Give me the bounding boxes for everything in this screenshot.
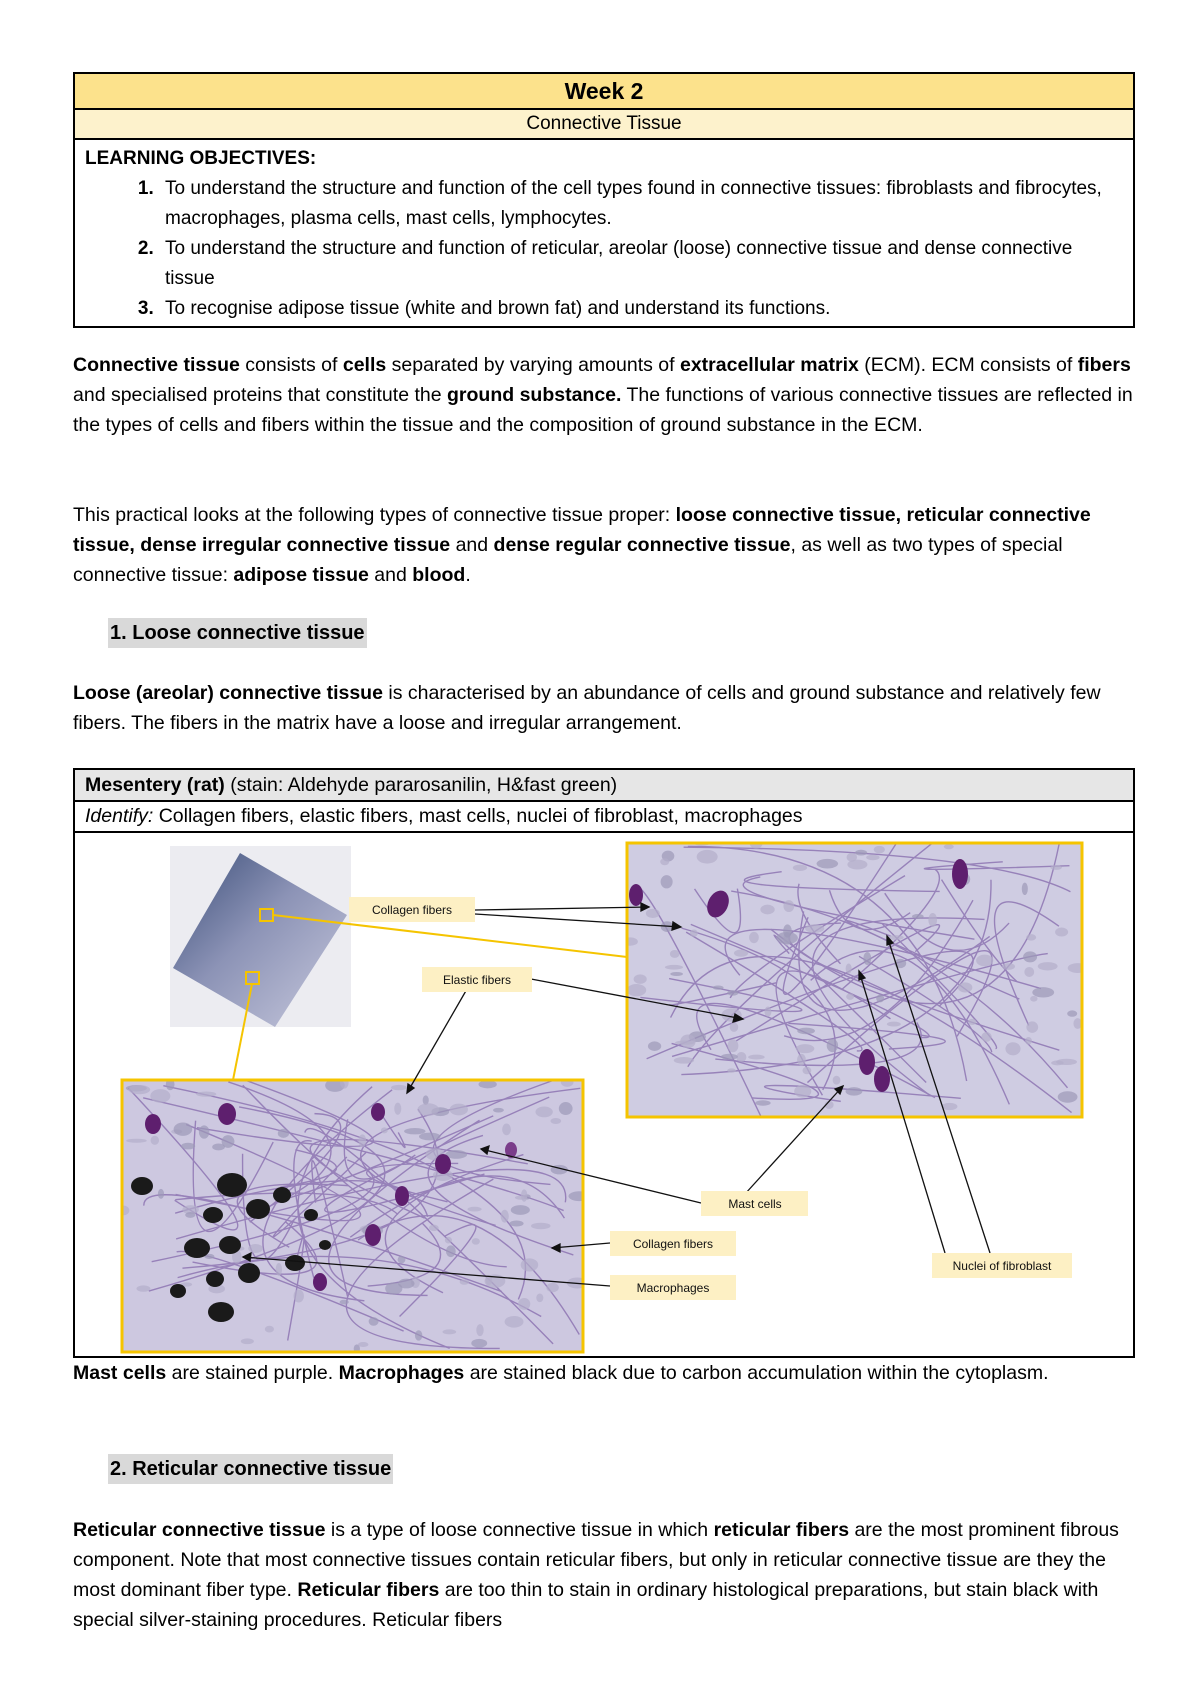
term: Connective tissue bbox=[73, 354, 240, 376]
tissue-speckle bbox=[340, 1076, 349, 1088]
tissue-speckle bbox=[727, 1068, 736, 1072]
tissue-speckle bbox=[248, 1244, 263, 1253]
tissue-speckle bbox=[476, 1324, 483, 1336]
tissue-speckle bbox=[450, 1104, 468, 1116]
tissue-speckle bbox=[276, 1263, 282, 1276]
tissue-speckle bbox=[445, 1237, 452, 1244]
objectives-body bbox=[75, 140, 1133, 326]
tissue-speckle bbox=[797, 1054, 806, 1066]
tissue-speckle bbox=[359, 1134, 367, 1147]
tissue-speckle bbox=[150, 1089, 170, 1103]
identify-text: Collagen fibers, elastic fibers, mast cells, nuclei of fibroblast, macrophages bbox=[153, 805, 803, 827]
section-heading-reticular: 2. Reticular connective tissue bbox=[108, 1454, 393, 1484]
tissue-speckle bbox=[660, 858, 669, 865]
tissue-speckle bbox=[721, 1054, 738, 1060]
tissue-speckle bbox=[358, 1342, 369, 1347]
micrograph-top bbox=[623, 837, 1088, 1117]
stain-info: (stain: Aldehyde pararosanilin, H&fast green) bbox=[224, 774, 618, 796]
tissue-speckle bbox=[559, 1102, 573, 1115]
tissue-speckle bbox=[128, 1085, 150, 1094]
tissue-speckle bbox=[796, 1044, 815, 1053]
tissue-speckle bbox=[793, 865, 807, 871]
tissue-speckle bbox=[212, 1143, 225, 1150]
tissue-speckle bbox=[634, 974, 647, 983]
tissue-speckle bbox=[1032, 987, 1054, 997]
tissue-speckle bbox=[493, 1108, 504, 1113]
tissue-speckle bbox=[502, 1123, 511, 1135]
text: are stained black due to carbon accumulation within the cytoplasm. bbox=[464, 1362, 1049, 1384]
tissue-speckle bbox=[730, 1022, 739, 1032]
tissue-speckle bbox=[369, 1317, 379, 1326]
tissue-speckle bbox=[471, 1339, 487, 1348]
tissue-speckle bbox=[1030, 996, 1037, 1002]
objective-item: 1. To understand the structure and function of the cell types found in connective tissues: fibroblasts and fibrocytes, macrophages, plasma cells, mast cells, lymphocytes. bbox=[159, 174, 1123, 234]
tissue-speckle bbox=[294, 1289, 304, 1302]
tissue-speckle bbox=[501, 1210, 509, 1223]
objective-item: 3. To recognise adipose tissue (white and brown fat) and understand its functions. bbox=[159, 294, 1123, 324]
tissue-speckle bbox=[568, 1191, 589, 1201]
reticular-paragraph bbox=[73, 1515, 1133, 1635]
tissue-speckle bbox=[833, 1076, 841, 1085]
tissue-speckle bbox=[912, 914, 924, 919]
tissue-speckle bbox=[1058, 1091, 1078, 1102]
tissue-speckle bbox=[958, 982, 972, 992]
tissue-speckle bbox=[846, 964, 852, 974]
tissue-speckle bbox=[874, 846, 885, 854]
term: Loose (areolar) connective tissue bbox=[73, 682, 383, 704]
tissue-speckle bbox=[531, 1223, 550, 1230]
figure-identify-row bbox=[75, 802, 1133, 833]
tissue-speckle bbox=[794, 1085, 811, 1098]
specimen-name: Mesentery (rat) bbox=[85, 774, 225, 796]
text: consists of bbox=[239, 354, 343, 376]
tissue-speckle bbox=[417, 1103, 439, 1116]
tissue-speckle bbox=[391, 1085, 407, 1090]
text: are too thin to stain in ordinary histological preparations, but stain black with special silver-staining procedures. Reticular fibers bbox=[73, 1579, 1099, 1631]
tissue-speckle bbox=[398, 1256, 406, 1263]
tissue-speckle bbox=[472, 1238, 480, 1245]
identify-label: Identify: bbox=[85, 805, 154, 827]
figure-caption bbox=[73, 1358, 1133, 1388]
text: (ECM). ECM consists of bbox=[858, 354, 1078, 376]
tissue-speckle bbox=[515, 1196, 527, 1200]
tissue-speckle bbox=[627, 984, 646, 996]
tissue-speckle bbox=[199, 1125, 209, 1138]
tissue-speckle bbox=[509, 1221, 523, 1227]
tissue-speckle bbox=[535, 1107, 552, 1118]
tissue-speckle bbox=[1038, 962, 1058, 970]
tissue-speckle bbox=[846, 993, 854, 999]
tissue-speckle bbox=[521, 1189, 527, 1201]
tissue-speckle bbox=[429, 1225, 439, 1231]
tissue-speckle bbox=[151, 1136, 159, 1145]
tissue-speckle bbox=[196, 1091, 216, 1096]
text: are stained purple. bbox=[166, 1362, 339, 1384]
tissue-speckle bbox=[1056, 1059, 1077, 1065]
tissue-speckle bbox=[404, 1128, 425, 1134]
tissue-speckle bbox=[174, 1123, 193, 1136]
tissue-speckle bbox=[446, 1245, 456, 1257]
term: blood bbox=[412, 564, 466, 586]
tissue-speckle bbox=[876, 994, 884, 1002]
tissue-speckle bbox=[136, 1285, 150, 1291]
tissue-speckle bbox=[505, 1316, 524, 1328]
label-mast: Mast cells bbox=[728, 1197, 782, 1211]
term: Mast cells bbox=[73, 1362, 167, 1384]
tissue-speckle bbox=[415, 1330, 422, 1340]
label-collagen-top: Collagen fibers bbox=[371, 903, 453, 917]
tissue-speckle bbox=[1055, 928, 1068, 937]
tissue-speckle bbox=[976, 955, 993, 967]
tissue-speckle bbox=[665, 965, 683, 970]
histology-figure-svg bbox=[75, 833, 1133, 1356]
label-elastic: Elastic fibers bbox=[442, 973, 512, 987]
topic-title: Connective Tissue bbox=[75, 110, 1133, 140]
histology-figure bbox=[75, 833, 1133, 1356]
tissue-speckle bbox=[546, 1283, 558, 1292]
tissue-speckle bbox=[265, 1326, 274, 1333]
label-macrophages: Macrophages bbox=[636, 1281, 710, 1295]
tissue-speckle bbox=[805, 924, 824, 933]
tissue-speckle bbox=[623, 937, 638, 945]
tissue-speckle bbox=[1002, 963, 1015, 970]
tissue-speckle bbox=[783, 900, 794, 912]
tissue-speckle bbox=[928, 913, 937, 927]
tissue-speckle bbox=[646, 909, 660, 918]
tissue-speckle bbox=[734, 950, 748, 957]
figure-table bbox=[73, 768, 1135, 1358]
intro-paragraph-2 bbox=[73, 500, 1133, 590]
text: are the most prominent fibrous component. Note that most connective tissues contain reticular fibers, but only in reticular connective tissue are they the most dominant fiber type. bbox=[73, 1519, 1119, 1601]
tissue-speckle bbox=[680, 1035, 695, 1049]
tissue-speckle bbox=[1024, 967, 1034, 977]
text: and specialised proteins that constitute the bbox=[73, 384, 447, 406]
label-nuclei: Nuclei of fibroblast bbox=[952, 1259, 1052, 1273]
tissue-speckle bbox=[736, 1052, 746, 1062]
tissue-speckle bbox=[278, 1129, 289, 1138]
tissue-speckle bbox=[398, 1279, 414, 1289]
tissue-speckle bbox=[802, 1067, 811, 1074]
tissue-speckle bbox=[126, 1139, 147, 1143]
tissue-speckle bbox=[690, 930, 698, 937]
tissue-speckle bbox=[419, 1133, 441, 1141]
intro-paragraph-1 bbox=[73, 350, 1133, 440]
tissue-speckle bbox=[863, 952, 871, 965]
objectives-label: LEARNING OBJECTIVES: bbox=[85, 148, 317, 169]
tissue-speckle bbox=[755, 1100, 771, 1105]
tissue-speckle bbox=[846, 1087, 863, 1096]
text: and bbox=[368, 564, 413, 586]
term: extracellular matrix bbox=[679, 354, 859, 376]
term: cells bbox=[342, 354, 387, 376]
micrograph-bottom bbox=[117, 1076, 589, 1353]
tissue-speckle bbox=[760, 905, 774, 915]
text: is a type of loose connective tissue in which bbox=[325, 1519, 714, 1541]
term: Macrophages bbox=[338, 1362, 465, 1384]
tissue-speckle bbox=[521, 1258, 539, 1271]
text: is characterised by an abundance of cells and ground substance and relatively few fibers. The fibers in the matrix have a loose and irregular arrangement. bbox=[73, 682, 1101, 734]
tissue-speckle bbox=[855, 850, 867, 856]
tissue-speckle bbox=[394, 1103, 401, 1115]
tissue-speckle bbox=[981, 1032, 991, 1042]
term: Reticular connective tissue bbox=[73, 1519, 326, 1541]
tissue-speckle bbox=[827, 1039, 838, 1052]
objectives-list bbox=[85, 174, 1123, 324]
loose-paragraph bbox=[73, 678, 1133, 738]
tissue-speckle bbox=[670, 950, 680, 958]
tissue-speckle bbox=[797, 1028, 815, 1035]
tissue-speckle bbox=[727, 1039, 738, 1052]
objective-item: 2. To understand the structure and function of reticular, areolar (loose) connective tissue and dense connective tissue bbox=[159, 234, 1123, 294]
text: This practical looks at the following types of connective tissue proper: bbox=[73, 504, 676, 526]
tissue-speckle bbox=[1023, 951, 1037, 962]
tissue-speckle bbox=[727, 990, 738, 996]
tissue-speckle bbox=[340, 1300, 349, 1305]
tissue-speckle bbox=[381, 1127, 388, 1133]
figure-title-row bbox=[75, 770, 1133, 802]
tissue-speckle bbox=[944, 844, 954, 849]
term: ground substance. bbox=[447, 384, 622, 406]
tissue-speckle bbox=[181, 1143, 195, 1150]
term: dense regular connective tissue bbox=[493, 534, 791, 556]
tissue-speckle bbox=[1022, 883, 1028, 895]
text: The functions of various connective tissues are reflected in the types of cells and fibers within the tissue and the composition of ground substance in the ECM. bbox=[73, 384, 1133, 436]
tissue-speckle bbox=[550, 1118, 561, 1124]
tissue-speckle bbox=[713, 985, 724, 989]
tissue-speckle bbox=[467, 1207, 481, 1212]
text: and bbox=[450, 534, 494, 556]
tissue-speckle bbox=[1067, 1010, 1077, 1016]
term: fibers bbox=[1077, 354, 1131, 376]
tissue-speckle bbox=[1026, 1021, 1038, 1032]
tissue-speckle bbox=[697, 850, 718, 864]
tissue-speckle bbox=[1026, 934, 1036, 940]
tissue-speckle bbox=[887, 1022, 901, 1027]
label-collagen-bottom: Collagen fibers bbox=[632, 1237, 714, 1251]
tissue-speckle bbox=[241, 1338, 254, 1344]
objectives-table bbox=[73, 72, 1135, 328]
tissue-speckle bbox=[1050, 865, 1062, 870]
text: . bbox=[465, 564, 471, 586]
tissue-speckle bbox=[442, 1329, 456, 1334]
section-heading-loose: 1. Loose connective tissue bbox=[108, 618, 367, 648]
tissue-speckle bbox=[511, 1205, 530, 1215]
tissue-speckle bbox=[776, 932, 798, 944]
term: Reticular fibers bbox=[297, 1579, 440, 1601]
tissue-speckle bbox=[749, 932, 759, 943]
tissue-speckle bbox=[185, 1212, 195, 1218]
tissue-speckle bbox=[968, 1019, 976, 1025]
text: , as well as two types of special connective tissue: bbox=[73, 534, 1063, 586]
tissue-speckle bbox=[661, 875, 673, 888]
tissue-speckle bbox=[158, 1189, 164, 1199]
tissue-speckle bbox=[748, 1055, 765, 1060]
tissue-speckle bbox=[518, 1298, 530, 1310]
tissue-speckle bbox=[1068, 963, 1088, 973]
tissue-speckle bbox=[674, 1057, 694, 1064]
tissue-speckle bbox=[670, 972, 683, 976]
tissue-speckle bbox=[764, 1006, 771, 1016]
tissue-speckle bbox=[536, 1293, 543, 1302]
tissue-speckle bbox=[866, 855, 879, 861]
tissue-speckle bbox=[1025, 1037, 1032, 1045]
term: adipose tissue bbox=[233, 564, 369, 586]
tissue-speckle bbox=[460, 1279, 469, 1284]
term: reticular fibers bbox=[713, 1519, 850, 1541]
text: separated by varying amounts of bbox=[386, 354, 680, 376]
tissue-speckle bbox=[648, 1041, 661, 1051]
term: loose connective tissue, reticular connective tissue, dense irregular connective tissue bbox=[73, 504, 1091, 556]
tissue-speckle bbox=[1005, 1042, 1020, 1055]
tissue-speckle bbox=[942, 1103, 958, 1110]
week-title: Week 2 bbox=[75, 74, 1133, 110]
tissue-speckle bbox=[817, 859, 839, 869]
tissue-speckle bbox=[847, 853, 857, 862]
